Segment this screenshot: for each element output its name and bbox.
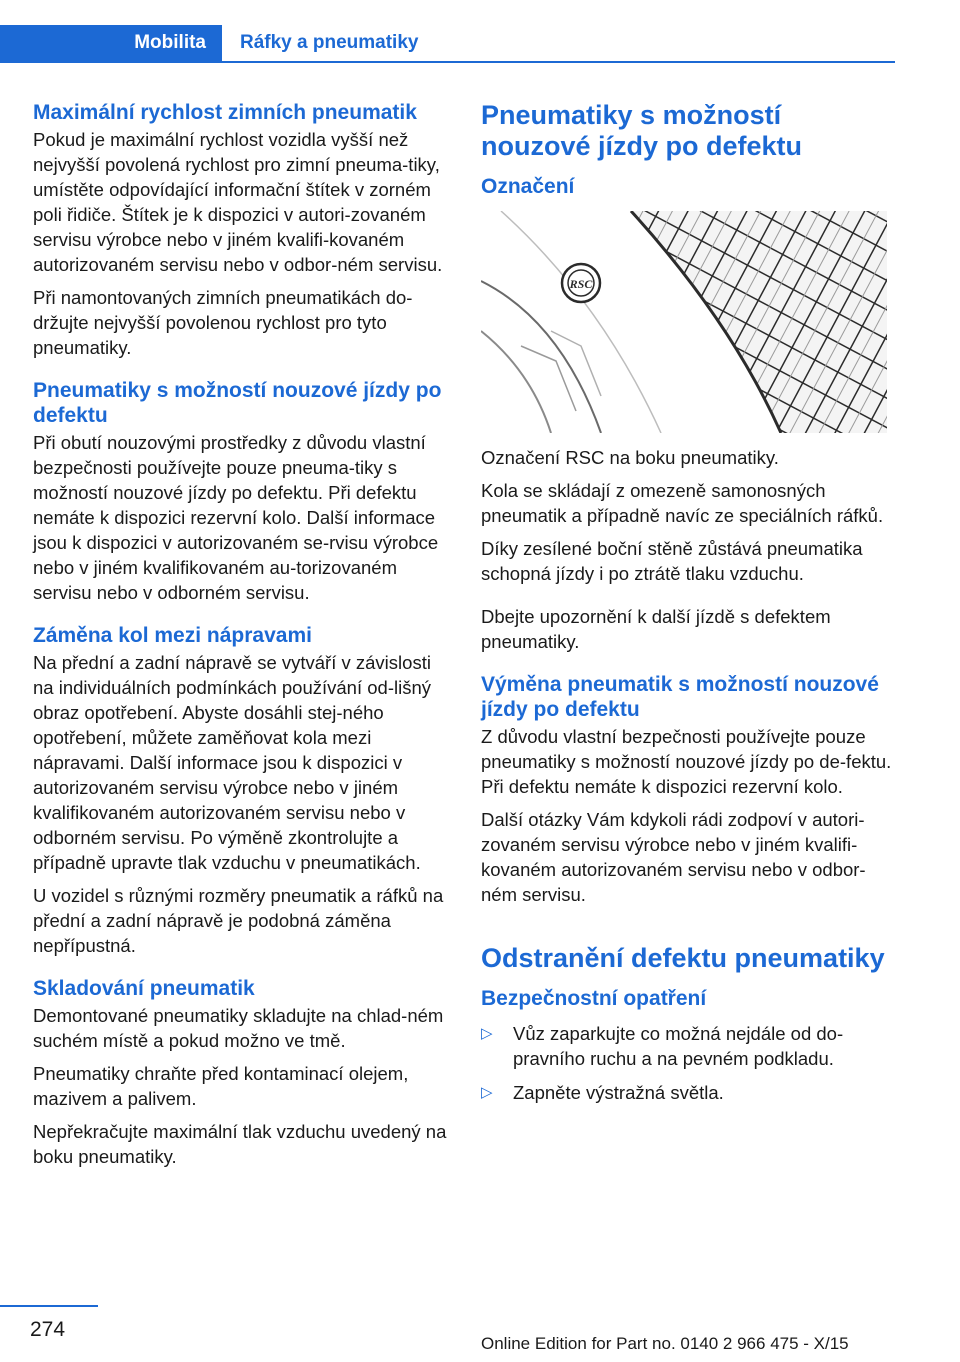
list-item [481,1080,896,1105]
left-column [33,100,451,1177]
paragraph: Na přední a zadní nápravě se vytváří v závislosti na individuálních podmínkách používání od‐lišný obraz opotřebení. Abyste dosáhli stej‐ného opotřebení, můžete zaměňovat kola mezi nápravami. Další informace jsou k dispozici v autorizovaném servisu výrobce nebo v jiném kvalifikovaném autorizovaném servisu nebo v odborném servisu. Po výměně zkontrolujte a případně upravte tlak vzduchu v pneumatikách. [33,652,431,873]
triangle-right-icon: ▷ [481,1084,493,1101]
section-title-max-speed: Maximální rychlost zimních pneumatik [33,101,417,124]
paragraph: Z důvodu vlastní bezpečnosti používejte pouze pneumatiky s možností nouzové jízdy po de‐fektu. Při defektu nemáte k dispozici rezervní kolo. [481,726,892,797]
triangle-right-icon: ▷ [481,1025,493,1042]
list-item-text: Zapněte výstražná světla. [513,1082,724,1103]
tire-rsc-illustration [481,211,887,433]
section-title-runflat: Pneumatiky s možností nouzové jízdy po defektu [33,379,442,427]
paragraph: Demontované pneumatiky skladujte na chlad‐ném suchém místě a pokud možno ve tmě. [33,1005,444,1051]
list-item [481,1021,896,1071]
footer-rule [0,1305,98,1307]
list-item-text: Vůz zaparkujte co možná nejdále od do‐pravního ruchu a na pevném podkladu. [513,1023,844,1069]
rsc-logo-icon [562,264,600,302]
subheading-safety: Bezpečnostní opatření [481,987,707,1010]
section-title-runflat-replacement: Výměna pneumatik s možností nouzové jízdy po defektu [481,673,879,721]
paragraph: Díky zesílené boční stěně zůstává pneumatika schopná jízdy i po ztrátě tlaku vzduchu. [481,538,863,584]
rsc-logo-text: RSC [569,277,593,291]
paragraph: Kola se skládají z omezeně samonosných pneumatik a případně navíc ze speciálních ráfků. [481,480,884,526]
header-tabs [0,25,895,63]
section-title-storage: Skladování pneumatik [33,977,255,1000]
right-column [481,100,896,1114]
page-number: 274 [30,1318,66,1341]
paragraph: Při namontovaných zimních pneumatikách do‐držujte nejvyšší povolenou rychlost pro tyto pneumatiky. [33,287,413,358]
tab-rafky-a-pneumatiky[interactable]: Ráfky a pneumatiky [240,32,419,53]
paragraph: Pneumatiky chraňte před kontaminací olejem, mazivem a palivem. [33,1063,409,1109]
paragraph: Při obutí nouzovými prostředky z důvodu vlastní bezpečnosti používejte pouze pneuma‐tiky s možností nouzové jízdy po defektu. Při defektu nemáte k dispozici rezervní kolo. Další informace jsou k dispozici v autorizovaném se‐rvisu výrobce nebo v jiném kvalifikovaném au‐torizovaném servisu nebo v odborném servisu. [33,432,439,603]
safety-list [481,1021,896,1105]
heading-runflat: Pneumatiky s možností nouzové jízdy po defektu [481,100,803,161]
paragraph: Dbejte upozornění k další jízdě s defektem pneumatiky. [481,606,831,652]
paragraph: Nepřekračujte maximální tlak vzduchu uvedený na boku pneumatiky. [33,1121,447,1167]
paragraph: Další otázky Vám kdykoli rádi zodpoví v autori‐zovaném servisu výrobce nebo v jiném kvalifi‐kovaném autorizovaném servisu nebo v odbor‐ném servisu. [481,809,866,905]
heading-flat-repair: Odstranění defektu pneumatiky [481,943,885,973]
subheading-marking: Označení [481,175,575,198]
paragraph: U vozidel s různými rozměry pneumatik a ráfků na přední a zadní nápravě je podobná záměna nepřípustná. [33,885,444,956]
tab-mobilita[interactable]: Mobilita [0,25,222,61]
paragraph: Pokud je maximální rychlost vozidla vyšší než nejvyšší povolená rychlost pro zimní pneuma‐tiky, umístěte odpovídající informační štítek v zorném poli řidiče. Štítek je k dispozici v autori‐zovaném servisu výrobce nebo v jiném kvalifi‐kovaném autorizovaném servisu nebo v odbor‐ném servisu. [33,129,443,275]
section-title-rotation: Záměna kol mezi nápravami [33,624,312,647]
footer-edition: Online Edition for Part no. 0140 2 966 475 - X/15 [481,1334,849,1353]
figure-caption: Označení RSC na boku pneumatiky. [481,447,779,468]
